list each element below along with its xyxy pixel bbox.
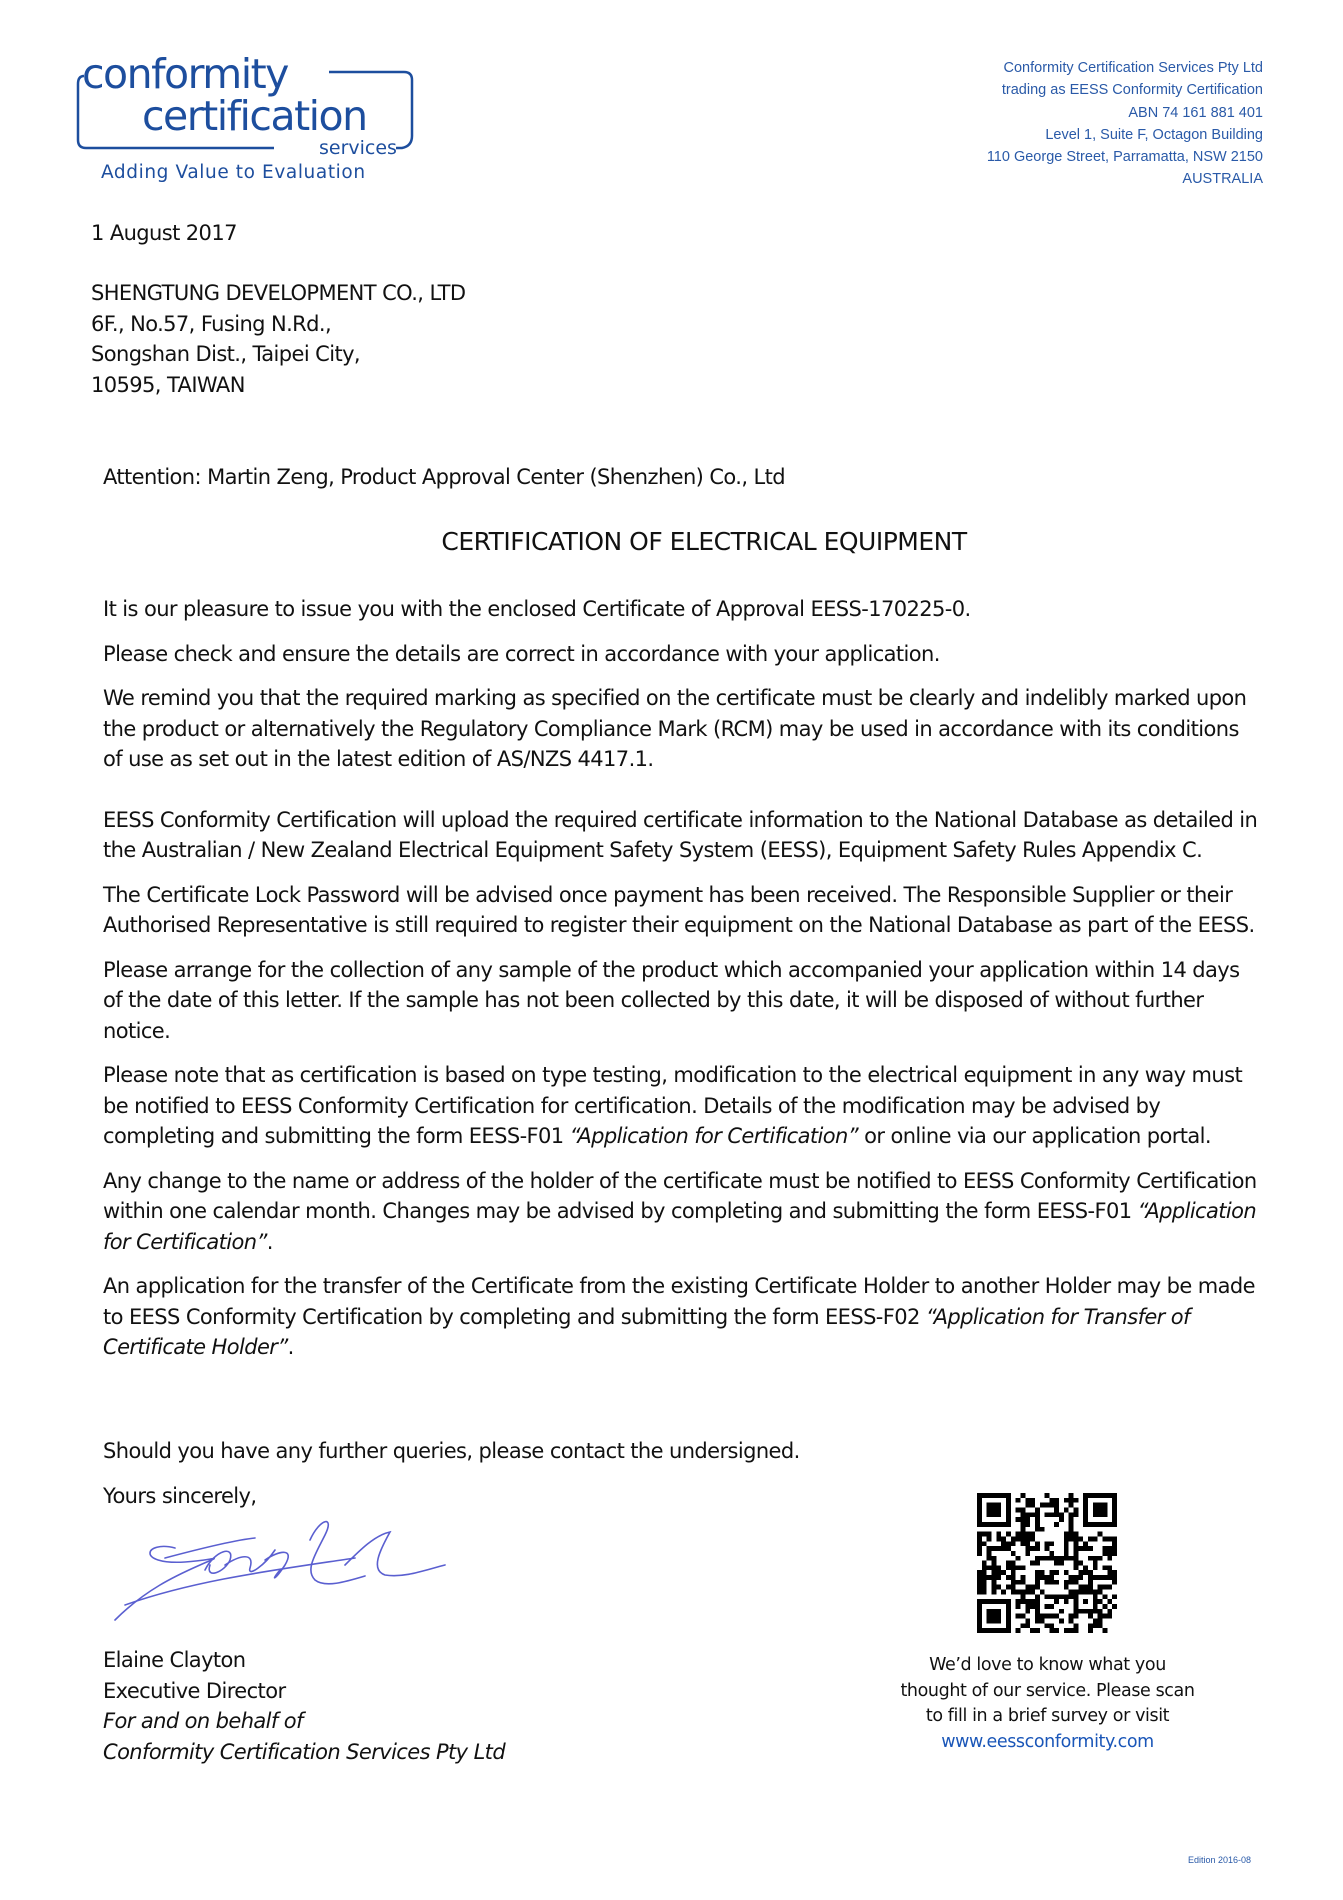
address-line: 110 George Street, Parramatta, NSW 2150: [986, 149, 1263, 166]
paragraph: [103, 1166, 1263, 1258]
signatory-name: Elaine Clayton: [103, 1648, 246, 1672]
paragraph: [103, 1060, 1263, 1152]
paragraph-text: Any change to the name or address of the holder of the certificate must be notified to EESS Conformity Certification within one calendar month. Changes may be advised by completing and submitting the form EESS-F01: [103, 1168, 1257, 1223]
handwritten-signature: [105, 1510, 465, 1630]
logo-word-conformity: conformity: [82, 50, 288, 98]
paragraph-text: .: [287, 1335, 294, 1359]
address-line: Level 1, Suite F, Octagon Building: [1045, 126, 1263, 143]
letter-body: [103, 594, 1263, 1377]
recipient-line: Songshan Dist., Taipei City,: [91, 342, 360, 366]
website-link[interactable]: www.eessconformity.com: [941, 1731, 1154, 1752]
survey-invitation: [895, 1653, 1200, 1755]
paragraph: EESS Conformity Certification will upload the required certificate information to the National Database as detailed in the Australian / New Zealand Electrical Equipment Safety System (EESS), Equipment Safety Rules Appendix C.: [103, 807, 1258, 862]
address-line: Conformity Certification Services Pty Ltd: [1003, 60, 1263, 76]
recipient-line: 6F., No.57, Fusing N.Rd.,: [91, 311, 332, 336]
logo-word-services: services: [319, 137, 397, 159]
company-address: [987, 57, 1263, 191]
logo-tagline: Adding Value to Evaluation: [101, 162, 366, 183]
form-title: “Application for Certification”: [569, 1124, 859, 1148]
form-title: “Application for Transfer of Certificate Holder”: [103, 1304, 1190, 1359]
address-line: trading as EESS Conformity Certification: [1001, 82, 1263, 99]
paragraph: It is our pleasure to issue you with the enclosed Certificate of Approval EESS-170225-0.: [103, 597, 971, 621]
survey-text: We’d love to know what you thought of our service. Please scan to fill in a brief survey or visit: [900, 1655, 1195, 1726]
company-logo: [74, 48, 424, 183]
form-title: “Application for Certification”: [103, 1199, 1257, 1254]
paragraph: [103, 1271, 1263, 1363]
paragraph-text: An application for the transfer of the Certificate from the existing Certificate Holder to another Holder may be made to EESS Conformity Certification by completing and submitting the form EESS-F02: [103, 1274, 1255, 1329]
letter-date: 1 August 2017: [91, 221, 237, 245]
logo-word-certification: certification: [142, 92, 367, 140]
recipient-line: SHENGTUNG DEVELOPMENT CO., LTD: [91, 281, 466, 305]
paragraph: Should you have any further queries, please contact the undersigned.: [103, 1439, 800, 1463]
edition-label: Edition 2016-08: [1187, 1855, 1251, 1865]
paragraph-text: .: [266, 1229, 273, 1254]
paragraph: Please check and ensure the details are correct in accordance with your application.: [103, 641, 940, 666]
attention-line: Attention: Martin Zeng, Product Approval Center (Shenzhen) Co., Ltd: [103, 465, 785, 489]
signatory-role: Executive Director: [103, 1678, 286, 1703]
paragraph: The Certificate Lock Password will be advised once payment has been received. The Responsible Supplier or their Authorised Representative is still required to register their equipment on the National Database as part of the EESS.: [103, 882, 1255, 937]
paragraph-text: Please note that as certification is based on type testing, modification to the electrical equipment in any way must be notified to EESS Conformity Certification for certification. Details of the modification may be advised by completing and submitting the form EESS-F01: [103, 1063, 1243, 1148]
signatory-block: [103, 1645, 505, 1767]
document-title: CERTIFICATION OF ELECTRICAL EQUIPMENT: [441, 527, 967, 556]
address-line: AUSTRALIA: [1182, 171, 1263, 188]
paragraph: Please arrange for the collection of any sample of the product which accompanied your application within 14 days of the date of this letter. If the sample has not been collected by this date, it will be disposed of without further notice.: [103, 957, 1240, 1043]
recipient-address: [91, 278, 465, 400]
address-line: ABN 74 161 881 401: [1128, 104, 1263, 121]
recipient-line: 10595, TAIWAN: [91, 372, 245, 397]
closing-salutation: Yours sincerely,: [103, 1483, 257, 1508]
paragraph-text: or online via our application portal.: [858, 1124, 1211, 1148]
paragraph: We remind you that the required marking as specified on the certificate must be clearly and indelibly marked upon the product or alternatively the Regulatory Compliance Mark (RCM) may be used in accordance with its conditions of use as set out in the latest edition of AS/NZS 4417.1.: [103, 686, 1247, 771]
behalf-company: Conformity Certification Services Pty Ltd: [103, 1739, 506, 1764]
behalf-line: For and on behalf of: [103, 1709, 303, 1733]
survey-qr-code[interactable]: [977, 1493, 1117, 1633]
